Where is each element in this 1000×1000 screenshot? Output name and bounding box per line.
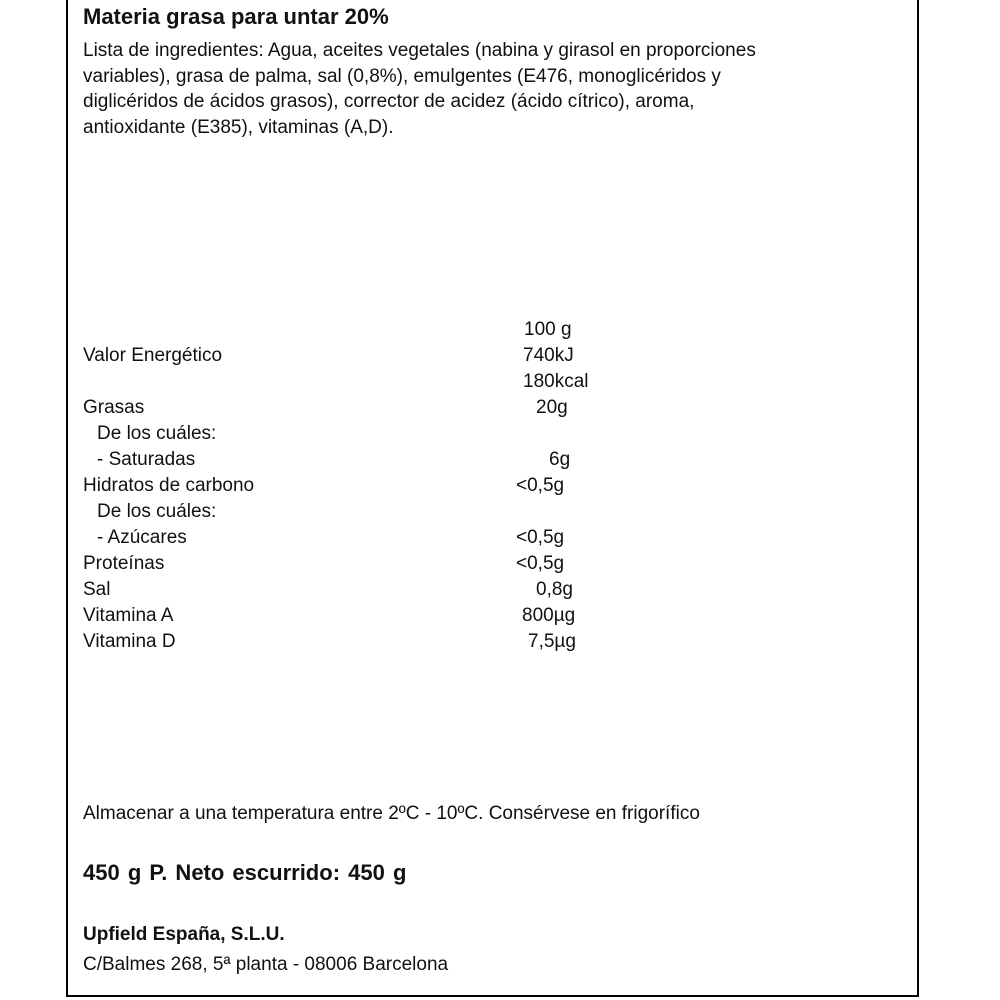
nutrition-label: - Saturadas (97, 449, 196, 470)
company-name: Upfield España, S.L.U. (83, 924, 285, 945)
nutrition-label: Proteínas (83, 553, 165, 574)
ingredients-line: antioxidante (E385), vitaminas (A,D). (83, 116, 394, 138)
storage-instructions: Almacenar a una temperatura entre 2ºC - 10ºC. Consérvese en frigorífico (83, 803, 700, 824)
nutrition-per-header: 100 g (524, 319, 572, 340)
nutrition-value: 6g (549, 449, 571, 470)
nutrition-label: Vitamina A (83, 605, 174, 626)
nutrition-value: <0,5g (516, 553, 565, 574)
nutrition-label: Hidratos de carbono (83, 475, 255, 496)
nutrition-label: Vitamina D (83, 631, 176, 652)
nutrition-label: De los cuáles: (97, 423, 217, 444)
nutrition-label: De los cuáles: (97, 501, 217, 522)
nutrition-value: 800µg (522, 605, 576, 626)
ingredients-list (83, 38, 893, 140)
nutrition-value: 0,8g (536, 579, 573, 600)
ingredients-line: variables), grasa de palma, sal (0,8%), emulgentes (E476, monoglicéridos y (83, 65, 721, 87)
nutrition-label: Sal (83, 579, 111, 600)
nutrition-label: Valor Energético (83, 345, 223, 366)
ingredients-line: Lista de ingredientes: Agua, aceites vegetales (nabina y girasol en proporciones (83, 40, 756, 61)
label-frame (66, 0, 919, 997)
nutrition-value: 740kJ (523, 345, 574, 366)
net-weight: 450 g P. Neto escurrido: 450 g (83, 860, 407, 885)
nutrition-value: 7,5µg (528, 631, 576, 652)
nutrition-value: <0,5g (516, 527, 565, 548)
nutrition-label: - Azúcares (97, 527, 187, 548)
nutrition-label: Grasas (83, 397, 145, 418)
company-address: C/Balmes 268, 5ª planta - 08006 Barcelona (83, 954, 449, 975)
nutrition-value: <0,5g (516, 475, 565, 496)
nutrition-value: 20g (536, 397, 568, 418)
nutrition-value: 180kcal (523, 371, 589, 392)
ingredients-line: diglicéridos de ácidos grasos), corrector de acidez (ácido cítrico), aroma, (83, 91, 695, 112)
product-title: Materia grasa para untar 20% (83, 4, 389, 29)
